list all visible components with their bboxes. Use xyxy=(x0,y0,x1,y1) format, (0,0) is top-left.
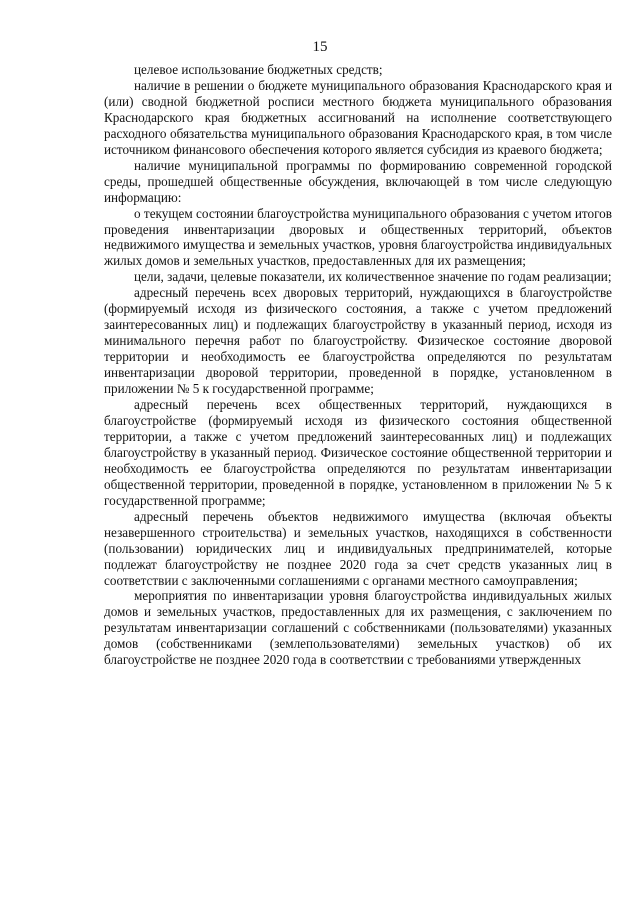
paragraph: цели, задачи, целевые показатели, их количественное значение по годам реализации; xyxy=(134,269,612,285)
paragraph: о текущем состоянии благоустройства муниципального образования с учетом итогов проведения инвентаризации дворовых и общественных территорий, объектов недвижимого имущества и земельных участков, уровня благоустройства индивидуальных жилых домов и земельных участков, предоставленных для их размещения; xyxy=(104,205,612,269)
paragraph: мероприятия по инвентаризации уровня благоустройства индивидуальных жилых домов и земельных участков, предоставленных для их размещения, с заключением по результатам инвентаризации соглашений с собственниками (пользователями) указанных домов (собственниками (землепользователями) земельных участков) об их благоустройстве не позднее 2020 года в соответствии с требованиями утвержденных xyxy=(104,588,612,668)
paragraph: целевое использование бюджетных средств; xyxy=(134,62,383,77)
paragraph: адресный перечень всех дворовых территорий, нуждающихся в благоустройстве (формируемый исходя из физического состояния, а также с учетом предложений заинтересованных лиц) и подлежащих благоустройству в указанный период, исходя из минимального перечня работ по благоустройству. Физическое состояние дворовой территории и необходимость ее благоустройства определяются по результатам инвентаризации дворовой территории, проведенной в порядке, установленном в приложении № 5 к государственной программе; xyxy=(104,285,612,397)
paragraph: наличие в решении о бюджете муниципального образования Краснодарского края и (или) сводной бюджетной росписи местного бюджета муниципального образования Краснодарского края бюджетных ассигнований на исполнение соответствующего расходного обязательства муниципального образования Краснодарского края, в том числе источником финансового обеспечения которого является субсидия из краевого бюджета; xyxy=(104,77,612,157)
paragraph: наличие муниципальной программы по формированию современной городской среды, прошедшей общественные обсуждения, включающей в том числе следующую информацию: xyxy=(104,157,612,205)
body-text xyxy=(104,62,612,668)
paragraph: адресный перечень всех общественных территорий, нуждающихся в благоустройстве (формируемый исходя из физического состояния общественной территории, а также с учетом предложений заинтересованных лиц) и подлежащих благоустройству в указанный период. Физическое состояние общественной территории и необходимость ее благоустройства определяются по результатам инвентаризации общественной территории, проведенной в порядке, установленном в приложении № 5 к государственной программе; xyxy=(104,397,612,508)
page-number: 15 xyxy=(312,39,328,55)
paragraph: адресный перечень объектов недвижимого имущества (включая объекты незавершенного строительства) и земельных участков, находящихся в собственности (пользовании) юридических лиц и индивидуальных предпринимателей, которые подлежат благоустройству не позднее 2020 года за счет средств указанных лиц в соответствии с заключенными соглашениями с органами местного самоуправления; xyxy=(104,508,612,588)
